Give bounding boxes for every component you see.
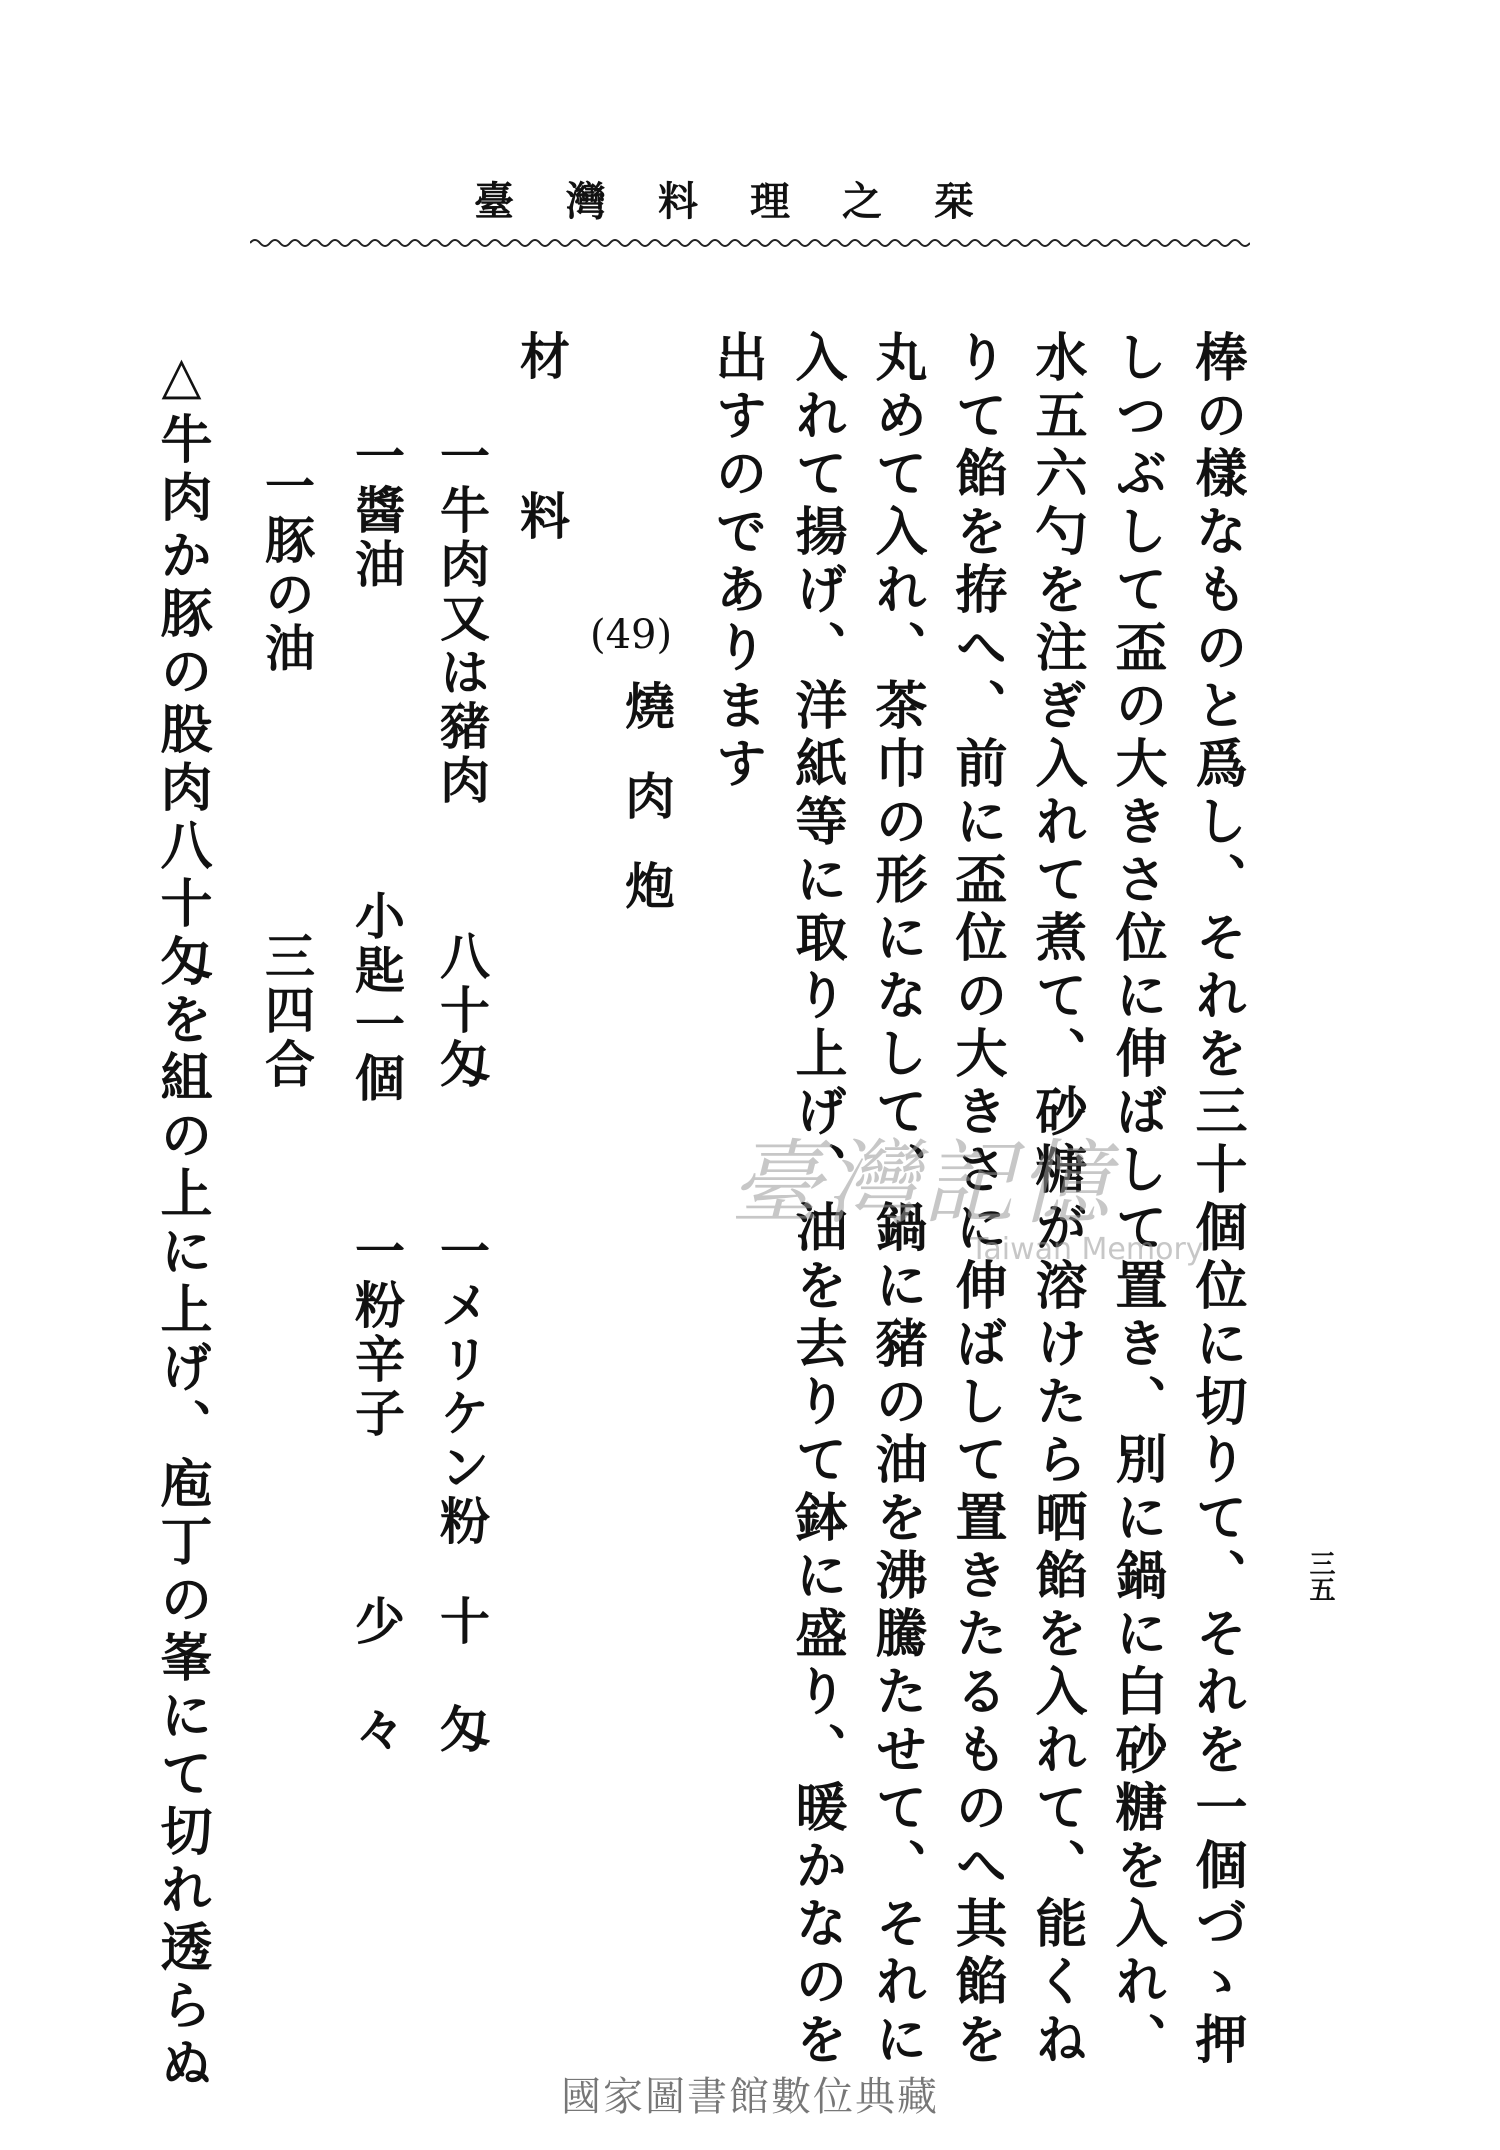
header-rule — [250, 236, 1250, 250]
watermark — [730, 1110, 1204, 1267]
method-text-column: △牛肉か豚の股肉八十匁を組の上に上げ、庖丁の峯にて切れ透らぬ — [151, 345, 212, 2094]
ingredient-name: 一豚の油 — [257, 460, 316, 676]
page-number: 三五 — [1305, 1550, 1335, 1602]
watermark-english: Taiwan Memory — [970, 1232, 1204, 1267]
ingredient-amount: 八十匁 — [432, 930, 491, 1092]
body-text-column: 出すのであります — [706, 330, 767, 794]
body-text-column: りて餡を拵へ、前に盃位の大きさに伸ばして置きたるものへ其餡を — [946, 330, 1007, 2070]
ingredient-name: 一メリケン粉 — [432, 1225, 491, 1549]
body-text-column: 棒の樣なものと爲し、それを三十個位に切りて、それを一個づゝ押 — [1186, 330, 1247, 2070]
watermark-kanji: 臺灣記憶 — [730, 1130, 1115, 1237]
ingredient-amount: 三四合 — [257, 930, 316, 1092]
body-text-column: 水五六勺を注ぎ入れて煮て、砂糖が溶けたら晒餡を入れて、能くね — [1026, 330, 1087, 2070]
materials-heading: 材 料 — [512, 330, 571, 570]
ingredient-amount: 少 々 — [347, 1595, 406, 1757]
footer-archive-credit: 國家圖書館數位典藏 — [561, 2074, 939, 2120]
body-text-column: 丸めて入れ、茶巾の形になして、鍋に豬の油を沸騰たせて、それに — [866, 330, 927, 2070]
ingredient-name: 一牛肉又は豬肉 — [432, 430, 491, 808]
recipe-number: (49) — [590, 612, 673, 658]
body-text-column: しつぶして盃の大きさ位に伸ばして置き、別に鍋に白砂糖を入れ、 — [1106, 330, 1167, 2070]
ingredient-name: 一粉辛子 — [347, 1225, 406, 1441]
page-title: 臺灣料理之栞 — [474, 178, 1026, 225]
ingredient-name: 一醬油 — [347, 430, 406, 592]
body-text-column: 入れて揚げ、洋紙等に取り上げ、油を去りて鉢に盛り、暖かなのを — [786, 330, 847, 2070]
recipe-title: 燒肉炮 — [617, 680, 676, 950]
ingredient-amount: 十 匁 — [432, 1595, 491, 1757]
ingredient-amount: 小匙一個 — [347, 890, 406, 1106]
